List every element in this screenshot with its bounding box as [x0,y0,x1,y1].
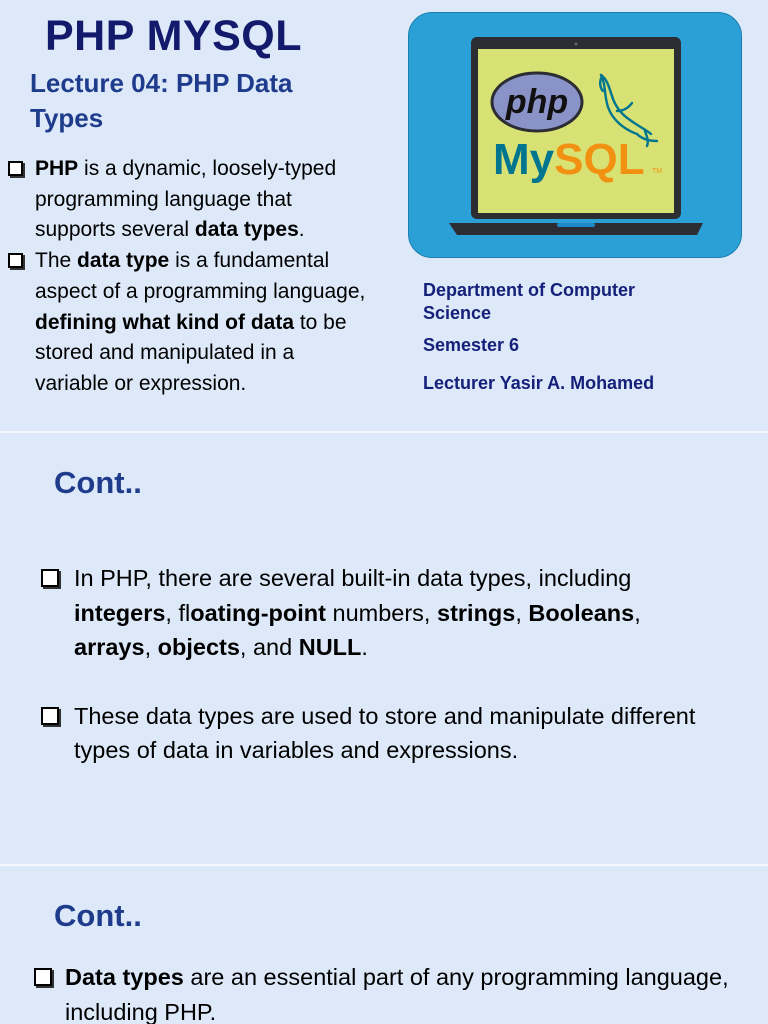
bullet-bold-text: Booleans [528,599,635,626]
bullet-bold-text: Data types [65,964,184,990]
bullet-bold-text: defining what kind of data [35,310,294,334]
bullet-list [34,960,734,1024]
checkbox-bullet-icon [8,161,23,176]
svg-text:MySQL [493,135,645,184]
php-logo-text: php [505,83,569,121]
bullet-text: , fl [165,599,191,626]
bullet-text: is a fundamental aspect of a programming language, [35,249,366,303]
slide-2 [0,433,768,864]
checkbox-bullet-icon [41,569,59,587]
checkbox-bullet-icon [8,253,23,268]
bullet-bold-text: NULL [298,634,362,660]
php-mysql-logo [408,12,742,258]
lecturer-label: Lecturer Yasir A. Mohamed [423,373,655,393]
bullet-bold-text: PHP [35,157,79,180]
bullet-text: , [144,634,158,660]
bullet-list [41,561,721,802]
bullet-bold-text: integers [74,599,166,626]
bullet-item [34,960,734,1024]
slide-title: Cont.. [54,465,142,500]
bullet-text: are an essential part of any programming language, including PHP. [65,964,729,1024]
slide-title: Cont.. [54,898,142,933]
bullet-text: , [515,599,529,626]
bullet-item [41,699,721,768]
lecture-subtitle: Lecture 04: PHP Data Types [30,68,293,133]
mysql-tm-text: TM [652,168,663,175]
bullet-text: , [634,599,641,626]
slide-title: PHP MYSQL [45,12,302,60]
slide-1 [0,0,768,431]
bullet-bold-text: data type [77,249,170,273]
bullet-text: . [298,218,305,242]
bullet-text: to be stored and manipulated in a variable or expression. [35,310,347,395]
bullet-item [8,154,370,246]
slide-3 [0,866,768,1024]
checkbox-bullet-icon [34,968,52,986]
bullet-text: numbers, [325,599,437,626]
bullet-bold-text: arrays [74,634,145,660]
mysql-sql-text: SQL [554,135,645,184]
bullet-text: is a dynamic, loosely-typed programming language that supports several [35,157,337,242]
bullet-list [8,154,370,400]
checkbox-bullet-icon [41,707,59,725]
bullet-text: . [361,634,368,660]
bullet-bold-text: strings [437,599,516,626]
bullet-text: In PHP, there are several built-in data types, including [74,565,632,591]
bullet-text: The [35,249,78,273]
bullet-bold-text: data types [194,218,299,242]
mysql-my-text: My [493,135,555,184]
semester-label: Semester 6 [423,335,520,355]
bullet-text: These data types are used to store and manipulate different types of data in variables and expressions. [74,702,696,763]
bullet-bold-text: oating-point [190,599,326,626]
bullet-bold-text: objects [157,634,240,660]
bullet-item [8,246,370,400]
bullet-text: , and [239,634,299,660]
bullet-item [41,561,721,665]
department-label: Department of Computer Science [423,280,636,323]
